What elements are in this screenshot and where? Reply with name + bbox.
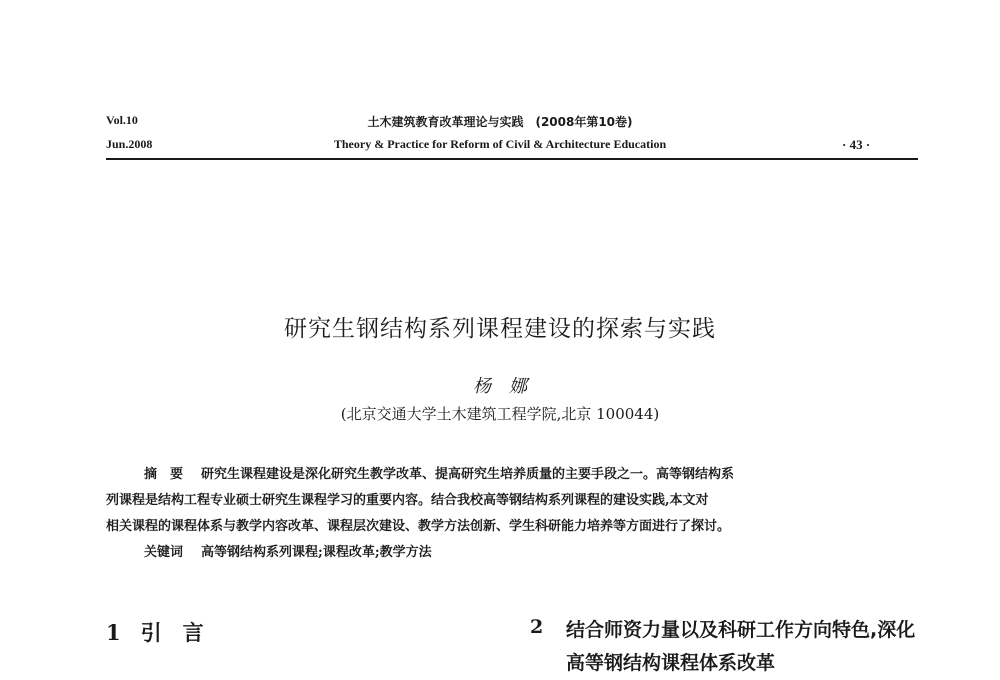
abstract-text: 研究生课程建设是深化研究生教学改革、提高研究生培养质量的主要手段之一。高等钢结构系 <box>201 467 735 482</box>
keywords-text: 高等钢结构系列课程;课程改革;教学方法 <box>201 545 432 560</box>
section-2-number: 2 <box>530 616 544 638</box>
abstract-line-2: 列课程是结构工程专业硕士研究生课程学习的重要内容。结合我校高等钢结构系列课程的建设实践,本文对 <box>106 493 709 508</box>
section-1-number: 1 <box>106 620 121 645</box>
journal-title-cn: 土木建筑教育改革理论与实践 (2008年第10卷) <box>367 115 633 129</box>
article-author: 杨 娜 <box>473 376 527 397</box>
section-1-heading <box>106 617 204 647</box>
article-title: 研究生钢结构系列课程建设的探索与实践 <box>284 316 716 342</box>
abstract-line-1 <box>106 463 918 482</box>
section-1-title: 引 言 <box>140 620 204 645</box>
abstract-label: 摘 要 <box>144 467 184 482</box>
keywords-label: 关键词 <box>144 545 184 560</box>
article-affiliation: (北京交通大学土木建筑工程学院,北京 100044) <box>340 405 660 423</box>
section-2-title: 结合师资力量以及科研工作方向特色,深化高等钢结构课程体系改革 <box>566 619 916 674</box>
volume-label: Vol.10 <box>106 113 138 127</box>
journal-title-en: Theory & Practice for Reform of Civil & Architecture Education <box>333 137 667 151</box>
keywords-line <box>106 541 918 560</box>
abstract-line-3: 相关课程的课程体系与教学内容改革、课程层次建设、教学方法创新、学生科研能力培养等方面进行了探讨。 <box>106 519 731 534</box>
page-number: · 43 · <box>842 137 871 152</box>
header-rule <box>106 158 918 160</box>
issue-date: Jun.2008 <box>106 137 153 151</box>
